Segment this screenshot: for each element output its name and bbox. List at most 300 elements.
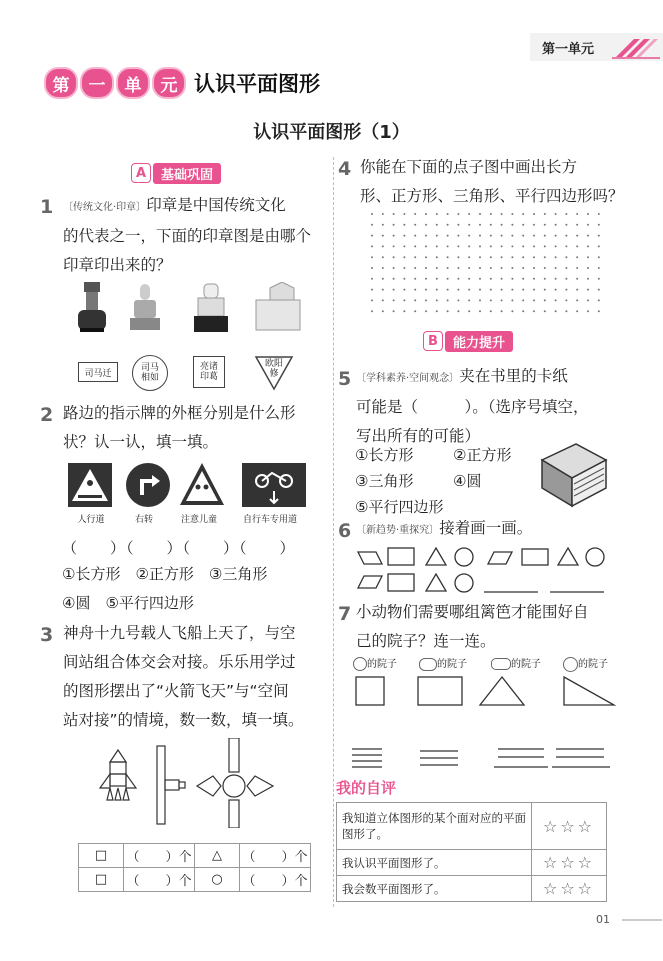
grid-dot bbox=[425, 267, 427, 269]
grid-dot bbox=[447, 235, 449, 237]
grid-dot bbox=[511, 299, 513, 301]
grid-dot bbox=[533, 310, 535, 312]
grid-dot bbox=[403, 245, 405, 247]
grid-dot bbox=[403, 299, 405, 301]
grid-dot bbox=[544, 299, 546, 301]
grid-dot bbox=[457, 267, 459, 269]
grid-dot bbox=[447, 278, 449, 280]
question-text: 你能在下面的点子图中画出长方 bbox=[360, 158, 578, 176]
grid-dot bbox=[425, 299, 427, 301]
grid-dot bbox=[587, 278, 589, 280]
sign-label: 注意儿童 bbox=[180, 515, 217, 525]
grid-dot bbox=[371, 299, 373, 301]
grid-dot bbox=[555, 245, 557, 247]
grid-dot bbox=[522, 267, 524, 269]
grid-dot bbox=[457, 256, 459, 258]
question-6 bbox=[356, 514, 532, 545]
grid-dot bbox=[447, 299, 449, 301]
section-label: 能力提升 bbox=[445, 331, 513, 352]
grid-dot bbox=[393, 289, 395, 291]
grid-dot bbox=[468, 289, 470, 291]
grid-dot bbox=[403, 256, 405, 258]
question-tag: 〔学科素养·空间观念〕 bbox=[356, 373, 460, 384]
grid-dot bbox=[414, 299, 416, 301]
star-rating[interactable]: ☆☆☆ bbox=[532, 850, 607, 876]
grid-dot bbox=[576, 278, 578, 280]
grid-dot bbox=[425, 256, 427, 258]
grid-dot bbox=[468, 310, 470, 312]
grid-dot bbox=[382, 299, 384, 301]
grid-dot bbox=[479, 267, 481, 269]
unit-name: 认识平面图形 bbox=[194, 72, 320, 96]
grid-dot bbox=[382, 256, 384, 258]
section-label: 基础巩固 bbox=[153, 163, 221, 184]
count-table bbox=[78, 843, 311, 892]
grid-dot bbox=[457, 310, 459, 312]
question-text: 路边的指示牌的外框分别是什么形 bbox=[63, 404, 296, 422]
grid-dot bbox=[457, 245, 459, 247]
grid-dot bbox=[414, 267, 416, 269]
grid-dot bbox=[587, 299, 589, 301]
stamp-text: 欧阳修 bbox=[264, 359, 283, 379]
grid-dot bbox=[587, 267, 589, 269]
eval-item: 我认识平面图形了。 bbox=[337, 850, 532, 876]
option-item: ①长方形 bbox=[355, 446, 414, 464]
unit-char: 一 bbox=[80, 67, 114, 99]
grid-dot bbox=[479, 235, 481, 237]
question-text: 夹在书里的卡纸 bbox=[459, 367, 568, 385]
table-row bbox=[337, 803, 607, 850]
question-number: 1 bbox=[40, 196, 54, 218]
grid-dot bbox=[511, 213, 513, 215]
grid-dot bbox=[576, 289, 578, 291]
grid-dot bbox=[533, 256, 535, 258]
stamps-image bbox=[70, 282, 310, 337]
question-3 bbox=[63, 619, 328, 735]
grid-dot bbox=[555, 289, 557, 291]
grid-dot bbox=[468, 235, 470, 237]
grid-dot bbox=[371, 289, 373, 291]
grid-dot bbox=[555, 278, 557, 280]
question-tag: 〔传统文化·印章〕 bbox=[63, 202, 147, 213]
section-letter: A bbox=[131, 163, 151, 183]
star-rating[interactable]: ☆☆☆ bbox=[532, 803, 607, 850]
grid-dot bbox=[511, 256, 513, 258]
grid-dot bbox=[393, 235, 395, 237]
grid-dot bbox=[565, 310, 567, 312]
unit-char: 元 bbox=[152, 67, 186, 99]
grid-dot bbox=[576, 224, 578, 226]
table-row bbox=[337, 876, 607, 902]
column-divider bbox=[333, 157, 334, 907]
grid-dot bbox=[457, 224, 459, 226]
grid-dot bbox=[479, 256, 481, 258]
grid-dot bbox=[565, 235, 567, 237]
count-blank[interactable]: （ ）个 bbox=[240, 868, 311, 892]
stamp-text: 司马迁 bbox=[84, 368, 112, 379]
grid-dot bbox=[468, 256, 470, 258]
question-number: 4 bbox=[338, 158, 352, 180]
grid-dot bbox=[382, 213, 384, 215]
grid-dot bbox=[457, 278, 459, 280]
unit-badge bbox=[44, 67, 186, 99]
grid-dot bbox=[414, 278, 416, 280]
grid-dot bbox=[576, 213, 578, 215]
question-2 bbox=[63, 399, 325, 457]
grid-dot bbox=[576, 256, 578, 258]
shape-cell: □ bbox=[79, 844, 124, 868]
question-text: 形、正方形、三角形、平行四边形吗？ bbox=[360, 187, 624, 205]
question-7 bbox=[356, 598, 641, 656]
grid-dot bbox=[457, 213, 459, 215]
grid-dot bbox=[468, 299, 470, 301]
grid-dot bbox=[576, 245, 578, 247]
grid-dot bbox=[544, 224, 546, 226]
answer-blanks[interactable]: （ ）（ ）（ ）（ ） bbox=[62, 539, 296, 557]
grid-dot bbox=[533, 299, 535, 301]
grid-dot bbox=[425, 224, 427, 226]
grid-dot bbox=[436, 235, 438, 237]
fence-groups[interactable] bbox=[352, 745, 614, 769]
grid-dot bbox=[511, 235, 513, 237]
grid-dot bbox=[533, 213, 535, 215]
grid-dot bbox=[501, 245, 503, 247]
question-text: 的图形摆出了“火箭飞天”与“空间 bbox=[63, 682, 289, 700]
grid-dot bbox=[403, 289, 405, 291]
question-text: 印章印出来的？ bbox=[63, 256, 172, 274]
question-1 bbox=[63, 191, 325, 280]
grid-dot bbox=[533, 289, 535, 291]
grid-dot bbox=[522, 245, 524, 247]
grid-dot bbox=[479, 245, 481, 247]
grid-dot bbox=[598, 245, 600, 247]
grid-dot bbox=[403, 224, 405, 226]
grid-dot bbox=[393, 278, 395, 280]
grid-dot bbox=[576, 267, 578, 269]
grid-dot bbox=[565, 245, 567, 247]
question-text: 间站组合体交会对接。乐乐用学过 bbox=[63, 653, 296, 671]
grid-dot bbox=[565, 278, 567, 280]
grid-dot bbox=[468, 213, 470, 215]
bird-icon bbox=[353, 657, 367, 671]
option-list: ④圆 ⑤平行四边形 bbox=[62, 594, 194, 612]
page-number-rule bbox=[622, 919, 662, 921]
grid-dot bbox=[544, 278, 546, 280]
grid-dot bbox=[544, 245, 546, 247]
grid-dot bbox=[544, 213, 546, 215]
grid-dot bbox=[598, 235, 600, 237]
grid-dot bbox=[490, 224, 492, 226]
grid-dot bbox=[447, 289, 449, 291]
question-number: 2 bbox=[40, 404, 54, 426]
grid-dot bbox=[414, 310, 416, 312]
grid-dot bbox=[501, 235, 503, 237]
grid-dot bbox=[544, 235, 546, 237]
question-text: 状？认一认，填一填。 bbox=[63, 433, 219, 451]
grid-dot bbox=[479, 310, 481, 312]
shape-cell: △ bbox=[195, 844, 240, 868]
grid-dot bbox=[382, 278, 384, 280]
option-list: ①长方形 ②正方形 ③三角形 bbox=[62, 565, 268, 583]
grid-dot bbox=[479, 278, 481, 280]
grid-dot bbox=[425, 213, 427, 215]
table-row bbox=[79, 868, 311, 892]
table-row bbox=[79, 844, 311, 868]
grid-dot bbox=[436, 213, 438, 215]
unit-header-tab bbox=[530, 33, 663, 61]
grid-dot bbox=[371, 235, 373, 237]
grid-dot bbox=[544, 267, 546, 269]
grid-dot bbox=[425, 310, 427, 312]
question-text: 印章是中国传统文化 bbox=[146, 196, 286, 214]
grid-dot bbox=[393, 245, 395, 247]
grid-dot bbox=[587, 289, 589, 291]
grid-dot bbox=[565, 224, 567, 226]
yard-label: 的院子 bbox=[511, 659, 541, 670]
page-number bbox=[596, 913, 610, 926]
grid-dot bbox=[511, 289, 513, 291]
grid-dot bbox=[490, 299, 492, 301]
lesson-title: 认识平面图形（1） bbox=[253, 122, 410, 143]
question-number: 6 bbox=[338, 520, 352, 542]
grid-dot bbox=[393, 299, 395, 301]
grid-dot bbox=[371, 213, 373, 215]
sign-label: 右转 bbox=[134, 515, 153, 525]
grid-dot bbox=[393, 256, 395, 258]
question-number: 7 bbox=[338, 603, 352, 625]
grid-dot bbox=[555, 224, 557, 226]
decorative-stripes-icon bbox=[612, 35, 660, 59]
dot-grid[interactable] bbox=[368, 210, 608, 315]
grid-dot bbox=[371, 224, 373, 226]
grid-dot bbox=[522, 289, 524, 291]
grid-dot bbox=[425, 245, 427, 247]
page-number-text: 01 bbox=[596, 913, 610, 926]
rocket-station-figure bbox=[95, 738, 285, 828]
unit-char: 第 bbox=[44, 67, 78, 99]
grid-dot bbox=[479, 224, 481, 226]
grid-dot bbox=[371, 278, 373, 280]
grid-dot bbox=[382, 289, 384, 291]
grid-dot bbox=[565, 289, 567, 291]
grid-dot bbox=[522, 213, 524, 215]
grid-dot bbox=[447, 267, 449, 269]
grid-dot bbox=[501, 267, 503, 269]
question-text: 己的院子？连一连。 bbox=[356, 632, 496, 650]
grid-dot bbox=[393, 213, 395, 215]
grid-dot bbox=[565, 267, 567, 269]
grid-dot bbox=[555, 310, 557, 312]
self-eval-table bbox=[336, 802, 607, 902]
grid-dot bbox=[511, 267, 513, 269]
grid-dot bbox=[501, 299, 503, 301]
section-letter: B bbox=[423, 331, 443, 351]
grid-dot bbox=[501, 278, 503, 280]
grid-dot bbox=[598, 278, 600, 280]
option-item: ③三角形 bbox=[355, 472, 414, 490]
yard-shapes[interactable] bbox=[354, 675, 616, 715]
grid-dot bbox=[598, 289, 600, 291]
grid-dot bbox=[447, 256, 449, 258]
grid-dot bbox=[501, 310, 503, 312]
grid-dot bbox=[576, 235, 578, 237]
caterpillar-icon bbox=[491, 658, 511, 670]
stamp-text: 亮诸印葛 bbox=[199, 362, 218, 382]
option-item: ②正方形 bbox=[453, 446, 512, 464]
grid-dot bbox=[522, 224, 524, 226]
grid-dot bbox=[403, 235, 405, 237]
grid-dot bbox=[533, 278, 535, 280]
grid-dot bbox=[371, 310, 373, 312]
count-blank[interactable]: （ ）个 bbox=[124, 868, 195, 892]
grid-dot bbox=[382, 235, 384, 237]
grid-dot bbox=[587, 235, 589, 237]
yard-label: 的院子 bbox=[437, 659, 467, 670]
question-4 bbox=[360, 153, 640, 211]
grid-dot bbox=[468, 267, 470, 269]
grid-dot bbox=[522, 235, 524, 237]
grid-dot bbox=[544, 289, 546, 291]
grid-dot bbox=[555, 299, 557, 301]
grid-dot bbox=[436, 289, 438, 291]
grid-dot bbox=[457, 235, 459, 237]
q5-options bbox=[355, 442, 511, 520]
grid-dot bbox=[565, 213, 567, 215]
grid-dot bbox=[393, 224, 395, 226]
grid-dot bbox=[403, 310, 405, 312]
grid-dot bbox=[479, 213, 481, 215]
grid-dot bbox=[533, 224, 535, 226]
book-image bbox=[536, 440, 608, 512]
grid-dot bbox=[522, 256, 524, 258]
grid-dot bbox=[522, 278, 524, 280]
grid-dot bbox=[490, 278, 492, 280]
question-text: 站对接”的情境，数一数，填一填。 bbox=[63, 711, 304, 729]
grid-dot bbox=[587, 213, 589, 215]
grid-dot bbox=[598, 224, 600, 226]
grid-dot bbox=[501, 213, 503, 215]
stamp-text: 司马相如 bbox=[140, 363, 159, 383]
sign-label: 自行车专用道 bbox=[242, 515, 297, 525]
unit-title bbox=[44, 68, 320, 98]
grid-dot bbox=[436, 224, 438, 226]
grid-dot bbox=[533, 235, 535, 237]
question-tag: 〔新趋势·重探究〕 bbox=[356, 525, 440, 536]
eval-item: 我知道立体图形的某个面对应的平面图形了。 bbox=[337, 803, 532, 850]
grid-dot bbox=[533, 267, 535, 269]
grid-dot bbox=[587, 224, 589, 226]
stamp-circle bbox=[132, 355, 168, 391]
grid-dot bbox=[447, 224, 449, 226]
grid-dot bbox=[501, 224, 503, 226]
unit-header-label: 第一单元 bbox=[542, 42, 595, 57]
grid-dot bbox=[555, 256, 557, 258]
grid-dot bbox=[501, 256, 503, 258]
grid-dot bbox=[371, 256, 373, 258]
grid-dot bbox=[544, 310, 546, 312]
question-text: 的代表之一，下面的印章图是由哪个 bbox=[63, 227, 312, 245]
grid-dot bbox=[555, 213, 557, 215]
grid-dot bbox=[403, 278, 405, 280]
question-text: 写出所有的可能） bbox=[356, 427, 481, 445]
eval-item: 我会数平面图形了。 bbox=[337, 876, 532, 902]
grid-dot bbox=[490, 289, 492, 291]
grid-dot bbox=[393, 267, 395, 269]
yard-labels bbox=[353, 655, 643, 672]
self-eval-table-wrapper bbox=[336, 802, 607, 902]
grid-dot bbox=[511, 310, 513, 312]
grid-dot bbox=[436, 278, 438, 280]
grid-dot bbox=[447, 245, 449, 247]
grid-dot bbox=[382, 224, 384, 226]
sign-labels bbox=[62, 512, 322, 525]
grid-dot bbox=[587, 245, 589, 247]
grid-dot bbox=[555, 235, 557, 237]
grid-dot bbox=[425, 235, 427, 237]
grid-dot bbox=[382, 267, 384, 269]
grid-dot bbox=[457, 289, 459, 291]
grid-dot bbox=[436, 310, 438, 312]
grid-dot bbox=[382, 310, 384, 312]
question-text: 可能是（ ）。（选序号填空， bbox=[356, 398, 589, 416]
star-rating[interactable]: ☆☆☆ bbox=[532, 876, 607, 902]
grid-dot bbox=[490, 235, 492, 237]
grid-dot bbox=[565, 299, 567, 301]
section-a-heading bbox=[131, 162, 221, 184]
grid-dot bbox=[414, 213, 416, 215]
question-number: 5 bbox=[338, 368, 352, 390]
road-signs-image bbox=[66, 461, 311, 509]
count-blank[interactable]: （ ）个 bbox=[240, 844, 311, 868]
mouse-icon bbox=[563, 657, 578, 672]
grid-dot bbox=[533, 245, 535, 247]
grid-dot bbox=[436, 245, 438, 247]
table-row bbox=[337, 850, 607, 876]
grid-dot bbox=[468, 278, 470, 280]
section-b-heading bbox=[423, 330, 513, 352]
grid-dot bbox=[436, 299, 438, 301]
grid-dot bbox=[576, 310, 578, 312]
grid-dot bbox=[371, 245, 373, 247]
grid-dot bbox=[425, 278, 427, 280]
grid-dot bbox=[436, 267, 438, 269]
count-table-wrapper bbox=[78, 843, 311, 892]
grid-dot bbox=[414, 289, 416, 291]
grid-dot bbox=[490, 245, 492, 247]
grid-dot bbox=[565, 256, 567, 258]
sign-label: 人行道 bbox=[77, 515, 105, 525]
question-text: 神舟十九号载人飞船上天了，与空 bbox=[63, 624, 296, 642]
stamp-square bbox=[193, 356, 225, 388]
grid-dot bbox=[414, 224, 416, 226]
grid-dot bbox=[490, 213, 492, 215]
grid-dot bbox=[447, 310, 449, 312]
grid-dot bbox=[522, 299, 524, 301]
grid-dot bbox=[490, 267, 492, 269]
grid-dot bbox=[544, 256, 546, 258]
grid-dot bbox=[598, 267, 600, 269]
grid-dot bbox=[598, 213, 600, 215]
grid-dot bbox=[403, 267, 405, 269]
grid-dot bbox=[425, 289, 427, 291]
grid-dot bbox=[479, 289, 481, 291]
grid-dot bbox=[414, 235, 416, 237]
yard-label: 的院子 bbox=[367, 659, 397, 670]
option-item: ⑤平行四边形 bbox=[355, 498, 444, 516]
count-blank[interactable]: （ ）个 bbox=[124, 844, 195, 868]
grid-dot bbox=[436, 256, 438, 258]
grid-dot bbox=[598, 310, 600, 312]
